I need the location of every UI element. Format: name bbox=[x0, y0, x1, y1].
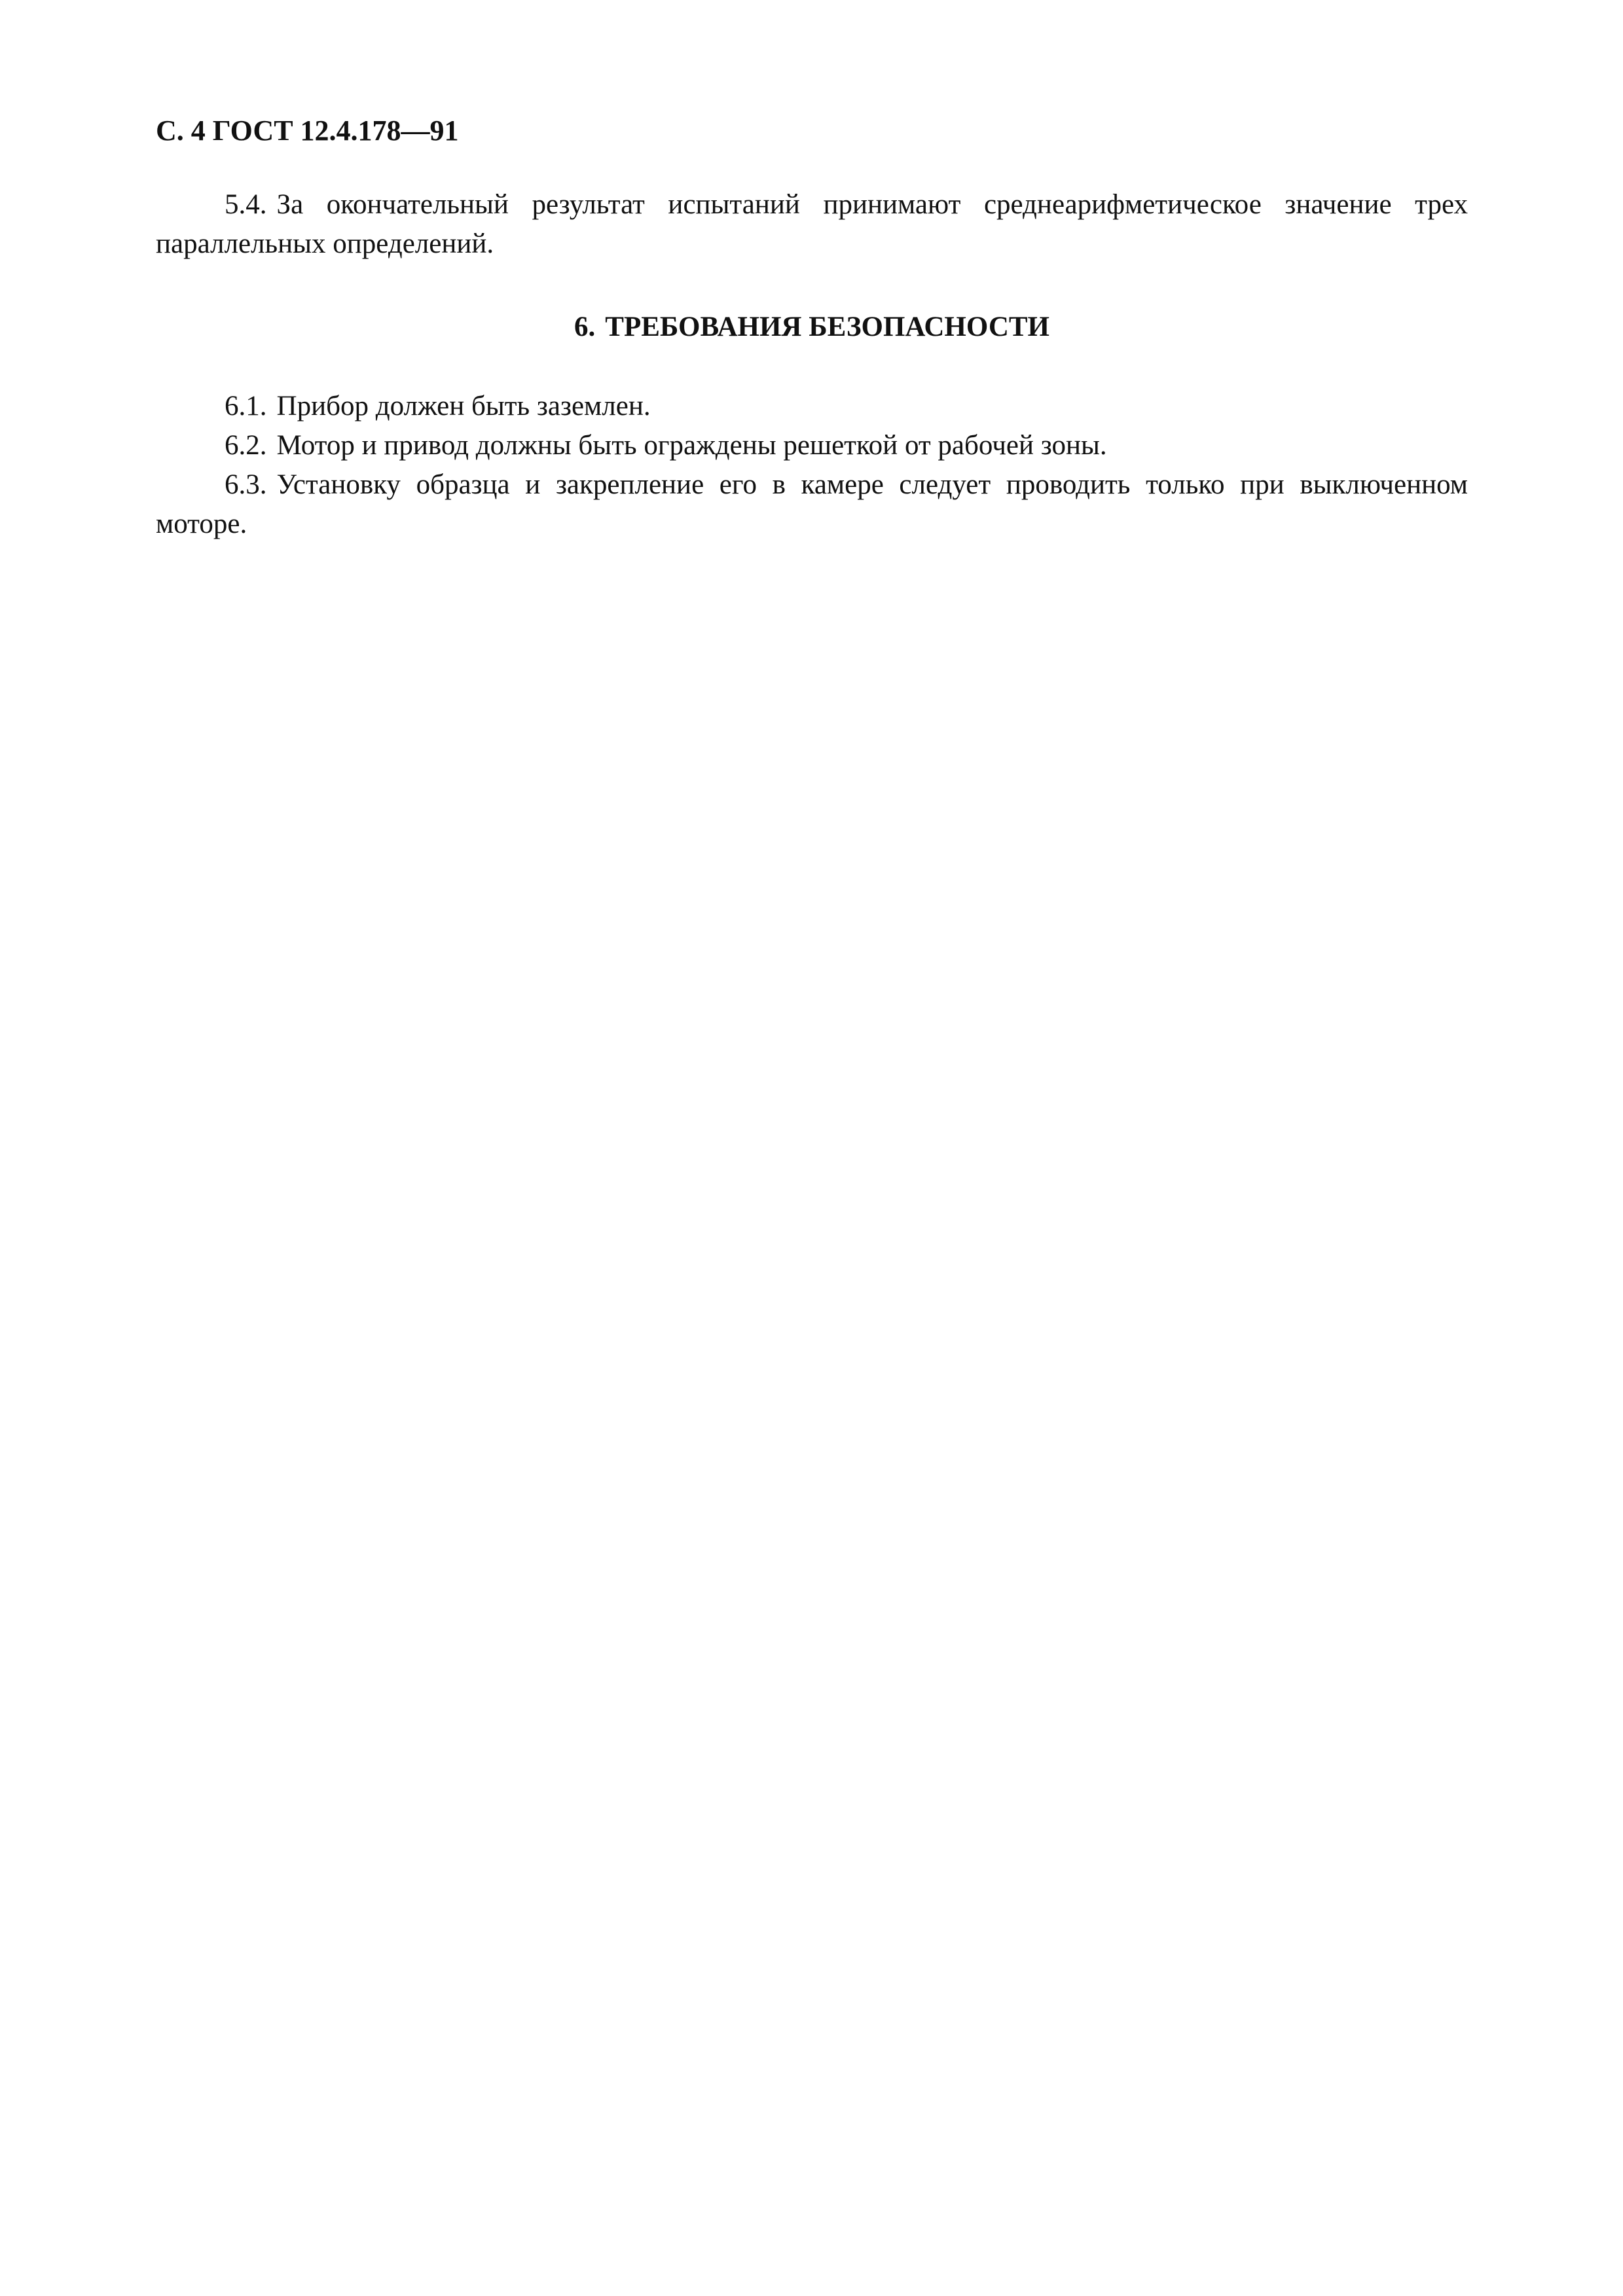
section-number: 6. bbox=[574, 312, 596, 342]
paragraph-5-4 bbox=[156, 185, 1468, 264]
paragraph-number: 6.2. bbox=[225, 430, 267, 461]
section-heading-6 bbox=[156, 308, 1468, 347]
paragraph-6-3 bbox=[156, 465, 1468, 544]
paragraph-6-2 bbox=[156, 426, 1468, 465]
document-body bbox=[156, 185, 1468, 544]
paragraph-number: 6.3. bbox=[225, 469, 267, 500]
section-title: ТРЕБОВАНИЯ БЕЗОПАСНОСТИ bbox=[605, 312, 1050, 342]
paragraph-number: 5.4. bbox=[225, 189, 267, 220]
running-header: С. 4 ГОСТ 12.4.178—91 bbox=[156, 115, 459, 147]
paragraph-6-1 bbox=[156, 387, 1468, 426]
paragraph-number: 6.1. bbox=[225, 391, 267, 422]
paragraph-text: Установку образца и закрепление его в камере следует проводить только при выключенном моторе. bbox=[156, 469, 1468, 539]
paragraph-text: Прибор должен быть заземлен. bbox=[276, 391, 651, 422]
paragraph-text: За окончательный результат испытаний принимают среднеарифметическое значение трех параллельных определений. bbox=[156, 189, 1468, 259]
paragraph-text: Мотор и привод должны быть ограждены решеткой от рабочей зоны. bbox=[276, 430, 1107, 461]
